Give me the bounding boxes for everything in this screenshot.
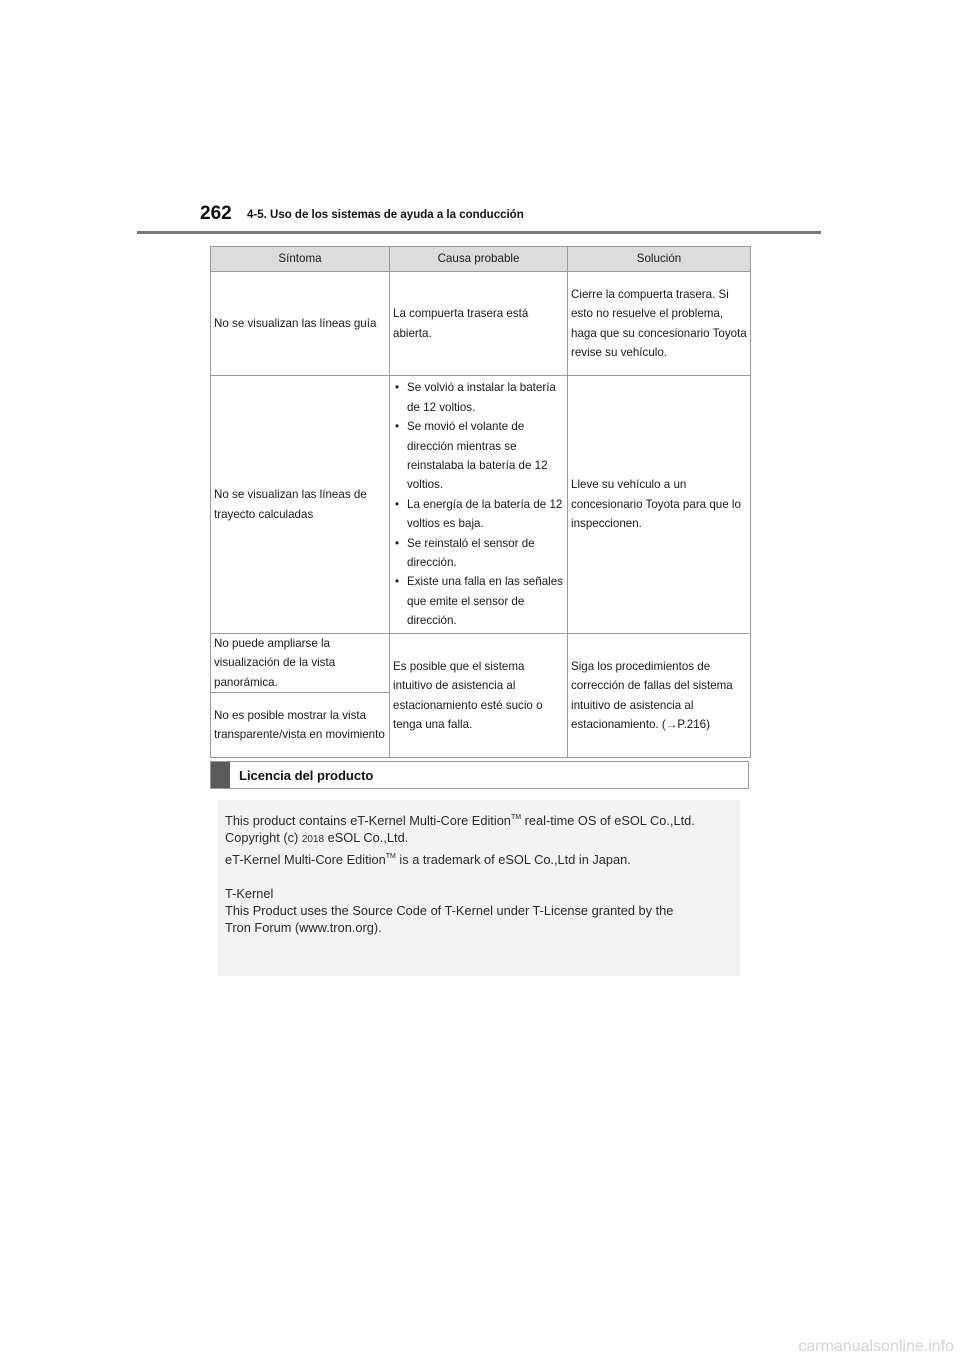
cause-cell: Es posible que el sistema intuitivo de asistencia al estacionamiento esté sucio o tenga una falla. <box>390 634 568 758</box>
symptom-cell: No puede ampliarse la visualización de la vista panorámica. <box>211 634 390 693</box>
license-line: Tron Forum (www.tron.org). <box>225 920 382 935</box>
license-line: Copyright (c) 2018 eSOL Co.,Ltd. <box>225 830 409 845</box>
symptom-cell: No es posible mostrar la vista transparente/vista en movimiento <box>211 693 390 758</box>
license-text-block <box>218 800 740 976</box>
cause-cell: La compuerta trasera está abierta. <box>390 272 568 376</box>
page-number: 262 <box>200 203 232 224</box>
license-line: T-Kernel <box>225 886 274 901</box>
list-item: • La energía de la batería de 12 voltios es baja. <box>393 495 565 534</box>
section-marker <box>211 762 230 788</box>
license-line: This Product uses the Source Code of T-Kernel under T-License granted by the <box>225 903 674 918</box>
table-row <box>211 634 751 693</box>
table-header-row <box>211 247 751 272</box>
watermark: carmanualsonline.info <box>798 1338 954 1355</box>
header-cause: Causa probable <box>390 247 568 272</box>
list-item: • Existe una falla en las señales que emite el sensor de dirección. <box>393 572 565 630</box>
solution-cell: Lleve su vehículo a un concesionario Toyota para que lo inspeccionen. <box>568 376 751 634</box>
solution-cell: Cierre la compuerta trasera. Si esto no resuelve el problema, haga que su concesionario Toyota revise su vehículo. <box>568 272 751 376</box>
license-line: This product contains eT-Kernel Multi-Core Edition™ real-time OS of eSOL Co.,Ltd. <box>225 813 695 828</box>
troubleshooting-table <box>210 246 751 758</box>
trademark-mark: TM <box>385 853 396 860</box>
table-row <box>211 376 751 634</box>
list-item: • Se movió el volante de dirección mientras se reinstalaba la batería de 12 voltios. <box>393 417 565 495</box>
table-row <box>211 272 751 376</box>
list-item: • Se volvió a instalar la batería de 12 voltios. <box>393 378 565 417</box>
symptom-cell: No se visualizan las líneas de trayecto calculadas <box>211 376 390 634</box>
header-rule <box>137 231 821 234</box>
license-line: eT-Kernel Multi-Core Edition™ is a trademark of eSOL Co.,Ltd in Japan. <box>225 852 631 867</box>
symptom-cell: No se visualizan las líneas guía <box>211 272 390 376</box>
license-section-header <box>210 761 749 789</box>
license-heading: Licencia del producto <box>239 767 374 783</box>
copyright-year: 2018 <box>301 834 325 845</box>
trademark-mark: TM <box>510 814 522 821</box>
cause-list <box>393 378 565 630</box>
solution-cell: Siga los procedimientos de corrección de fallas del sistema intuitivo de asistencia al estacionamiento. (→P.216) <box>568 634 751 758</box>
list-item: • Se reinstaló el sensor de dirección. <box>393 534 565 573</box>
section-title: 4-5. Uso de los sistemas de ayuda a la conducción <box>247 209 524 221</box>
header-symptom: Síntoma <box>211 247 390 272</box>
header-solution: Solución <box>568 247 751 272</box>
cause-cell <box>390 376 568 634</box>
